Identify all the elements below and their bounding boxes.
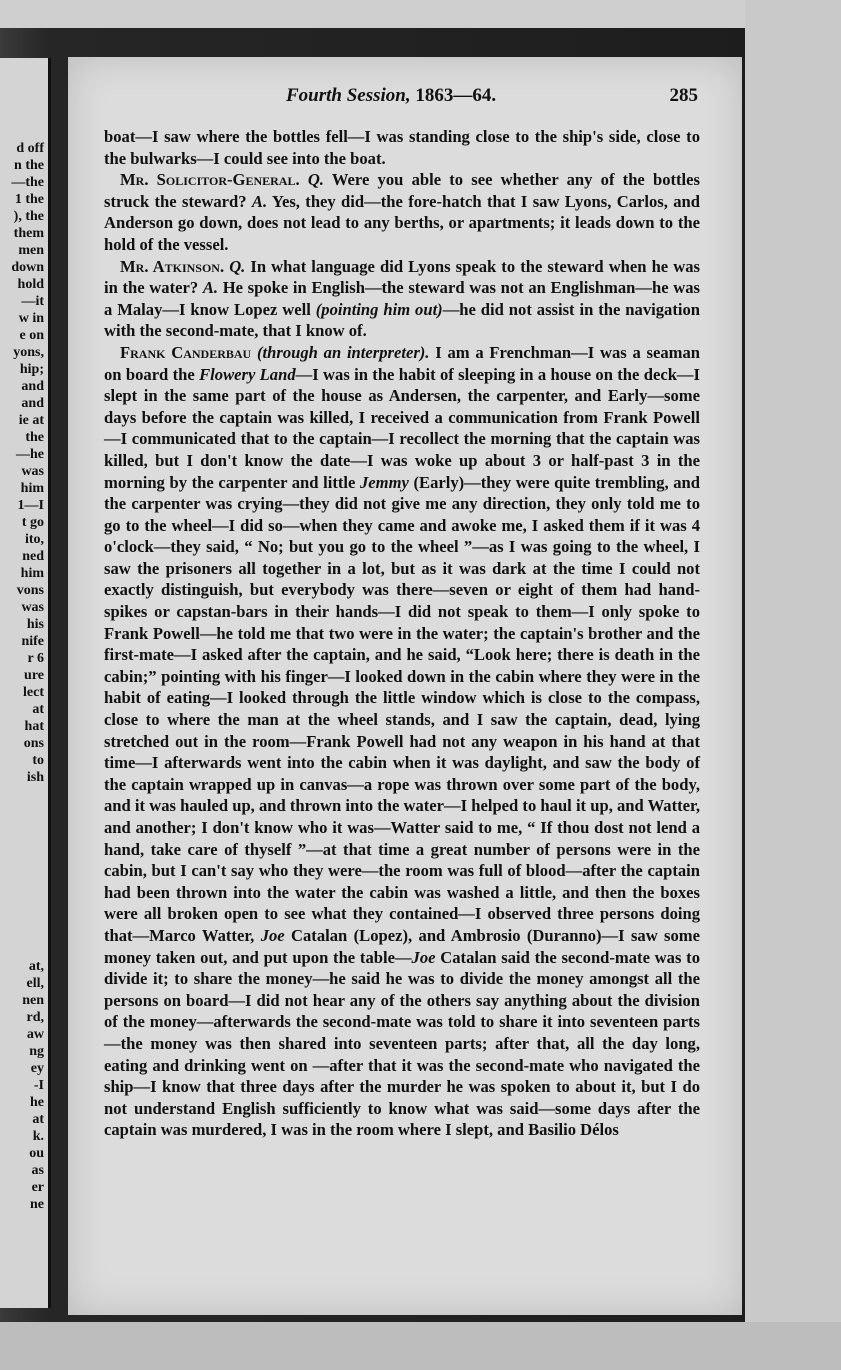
facing-page-fragment: ou [29, 1146, 44, 1161]
facing-page-fragment: to [32, 753, 44, 768]
facing-page-fragment: ons [23, 736, 44, 751]
facing-page-fragment: vons [16, 583, 44, 598]
facing-page-fragments-bottom [0, 958, 48, 1213]
facing-page-fragment: was [21, 600, 44, 615]
answer-text: He spoke in English—the steward was not an Englishman—he was a Malay—I know Lopez well [104, 278, 700, 319]
name-joe: Joe [411, 947, 436, 967]
facing-page-fragment: him [20, 481, 44, 496]
facing-page-fragment: hat [24, 719, 44, 734]
question-mark-label: Q. [307, 170, 324, 190]
facing-page-fragment: d off [16, 141, 44, 156]
question-text: In what language did Lyons speak to the steward when he was in the water? [104, 256, 700, 298]
question-text: Were you able to see whether any of the bottles struck the steward? [104, 170, 700, 211]
facing-page-fragment: hold [17, 277, 44, 292]
facing-page-fragment: at, [28, 959, 44, 974]
facing-page-fragment: -I [33, 1078, 44, 1093]
facing-page-fragment: ned [22, 549, 44, 564]
scan-top-edge [0, 0, 841, 28]
session-title: Fourth Session, [286, 85, 411, 106]
question-mark-label: Q. [229, 256, 246, 276]
facing-page-fragment: ito, [24, 532, 44, 547]
facing-page-fragment: them [13, 226, 44, 241]
facing-page-fragment: men [18, 243, 44, 258]
facing-page-fragment: nen [22, 993, 44, 1008]
answer-mark-label: A. [202, 278, 219, 298]
facing-page-fragment: k. [32, 1129, 44, 1144]
facing-page-edge [0, 58, 51, 1308]
speaker-name: Frank Canderbau [120, 342, 252, 362]
facing-page-fragments-top [0, 140, 48, 786]
speaker-name: Mr. Solicitor-General. [120, 170, 300, 190]
facing-page-fragment: ng [29, 1044, 44, 1059]
answer-text-continued: —he did not assist in the navigation with the second-mate, that I know of. [104, 299, 700, 341]
facing-page-fragment: er [31, 1180, 44, 1195]
running-title [286, 85, 496, 107]
facing-page-fragment: hip; [19, 362, 44, 377]
testimony-text: Catalan said the second-mate was to divide it; to share the money—he said he was to divide the money amongst all the persons on board—I did not hear any of the others say anything about the division of the money—afterwards the second-mate was told to share it into seventeen parts—the money was then shared into seventeen parts; after that, all the day long, eating and drinking went on —after that it was the second-mate who navigated the ship—I know that three days after the murder he was spoken to about it, but I do not understand English sufficiently to know what was said—some days after the captain was murdered, I was in the room where I slept, and Basilio Délos [104, 947, 700, 1140]
facing-page-fragment: —he [16, 447, 44, 462]
running-header [68, 85, 742, 111]
facing-page-fragment: and [21, 379, 44, 394]
facing-page-fragment: and [21, 396, 44, 411]
stage-direction: (pointing him out) [315, 299, 443, 319]
facing-page-fragment: lect [23, 685, 44, 700]
scan-bottom-edge [0, 1322, 841, 1370]
facing-page-fragment: nife [21, 634, 44, 649]
testimony-text: I am a Frenchman—I was a seaman on board the [104, 342, 701, 384]
facing-page-fragment: ish [26, 770, 44, 785]
facing-page-fragment: at [32, 702, 44, 717]
session-years: 1863—64. [415, 85, 497, 106]
facing-page-fragment: w in [18, 311, 44, 326]
name-jemmy: Jemmy [360, 472, 409, 492]
facing-page-fragment: ie at [18, 413, 44, 428]
facing-page-fragment: aw [26, 1027, 44, 1042]
facing-page-fragment: as [31, 1163, 44, 1178]
facing-page-fragment: ure [24, 668, 44, 683]
facing-page-fragment: his [26, 617, 44, 632]
answer-mark-label: A. [251, 191, 268, 211]
facing-page-fragment: ell, [26, 976, 44, 991]
facing-page-fragment: at [32, 1112, 44, 1127]
facing-page-fragment: e on [19, 328, 44, 343]
facing-page-fragment: was [21, 464, 44, 479]
facing-page-fragment: —the [11, 175, 44, 190]
page-number: 285 [669, 85, 698, 106]
paragraph-solicitor-general [104, 169, 700, 255]
paragraph-canderbau [104, 342, 700, 1141]
facing-page-fragment: yons, [13, 345, 44, 360]
scan-right-edge [745, 0, 841, 1370]
facing-page-fragment: ), the [13, 209, 44, 224]
facing-page-fragment: ey [30, 1061, 44, 1076]
name-joe: Joe [260, 925, 285, 945]
testimony-text: —I was in the habit of sleeping in a house on the deck—I slept in the same part of the house as Andersen, the carpenter, and Early—some days before the captain was killed, I received a communication from Frank Powell—I communicated that to the captain—I recollect the morning that the captain was killed, but I don't know the date—I was woke up about 3 or half-past 3 in the morning by the carpenter and little [104, 364, 700, 492]
answer-text: Yes, they did—the fore-hatch that I saw Lyons, Carlos, and Anderson go down, does not lead to any berths, or apartments; it leads down to the hold of the vessel. [104, 191, 700, 254]
facing-page-fragment: 1 the [14, 192, 44, 207]
facing-page-fragment: down [11, 260, 44, 275]
facing-page-fragment: 1—I [17, 498, 44, 513]
paragraph-continuation: boat—I saw where the bottles fell—I was standing close to the ship's side, close to the bulwarks—I could see into the boat. [104, 127, 700, 168]
facing-page-fragment: rd, [26, 1010, 44, 1025]
testimony-text: (Early)—they were quite trembling, and the carpenter was crying—they did not give me any direction, they only told me to go to the wheel—I did so—when they came and awoke me, I asked them if it was 4 o'clock—they said, “ No; but you go to the wheel ”—as I was going to the wheel, I saw the prisoners all together in a lot, but as it was dark at the time I could not exactly distinguish, but everybody was there—seven or eight of them had hand-spikes or capstan-bars in their hands—I did not speak to them—I only spoke to Frank Powell—he told me that two were in the water; the captain's brother and the first-mate—I asked after the captain, and he said, “Look here; there is death in the cabin;” pointing with his finger—I looked down in the cabin where they were in the habit of eating—I looked through the little window which is close to the compass, close to where the man at the wheel stands, and I saw the captain, dead, lying stretched out in the room—Frank Powell had not any weapon in his hand at that time—I afterwards went into the cabin when it was daylight, and saw the body of the captain wrapped up in canvas—a rope was thrown over some part of the body, and it was hauled up, and thrown into the water—I helped to haul it up, and Watter, and another; I don't know who it was—Watter said to me, “ If thou dost not lend a hand, take care of thyself ”—at that time a great number of persons were in the cabin, but I can't say who they were—the room was full of blood—after the captain had been thrown into the water the cabin was washed a little, and then the boxes were all broken open to see what they contained—I observed three persons doing that—Marco Watter, [104, 472, 701, 945]
book-page [68, 57, 742, 1315]
ship-name: Flowery Land [199, 364, 296, 384]
facing-page-fragment: r 6 [27, 651, 44, 666]
paragraph-atkinson [104, 256, 700, 342]
testimony-text: Catalan (Lopez), and Ambrosio (Duranno)—I saw some money taken out, and put upon the table— [104, 925, 700, 967]
facing-page-fragment: he [30, 1095, 44, 1110]
facing-page-fragment: the [25, 430, 44, 445]
facing-page-fragment: —it [21, 294, 44, 309]
interpreter-note: (through an interpreter). [257, 342, 430, 362]
facing-page-fragment: n the [14, 158, 44, 173]
page-body [104, 126, 700, 1141]
facing-page-fragment: ne [30, 1197, 44, 1212]
facing-page-fragment: t go [21, 515, 44, 530]
speaker-name: Mr. Atkinson. [120, 256, 225, 276]
facing-page-fragment: him [20, 566, 44, 581]
